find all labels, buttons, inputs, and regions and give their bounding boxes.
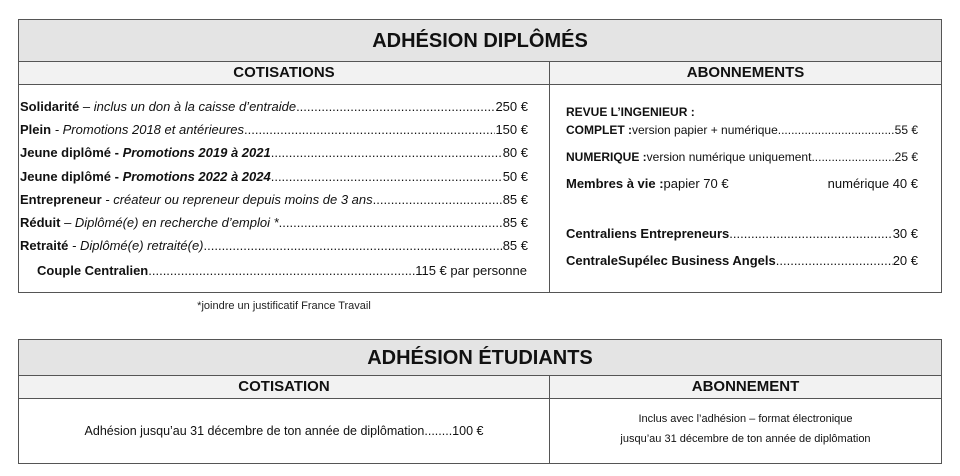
abo-complet-desc: version papier + numérique: [632, 123, 778, 137]
tarif-desc: – inclus un don à la caisse d’entraide: [79, 99, 297, 114]
leader-dots: [279, 215, 503, 231]
tarif-label: Plein: [20, 122, 52, 137]
tarif-desc: - Diplômé(e) retraité(e): [68, 238, 204, 253]
tarif-desc: – Diplômé(e) en recherche d’emploi *: [60, 215, 279, 230]
tarif-jeune-2022-2024: [20, 169, 528, 185]
tarif-label: Couple Centralien: [37, 263, 149, 278]
abo-numerique: [566, 149, 918, 165]
etudiants-table: [18, 339, 942, 464]
etudiants-abonnement-line1: Inclus avec l’adhésion – format électronique: [638, 413, 853, 425]
abo-angels-price: 20 €: [892, 253, 918, 268]
tarif-price: 85 €: [502, 192, 528, 207]
etudiants-header-row: [19, 376, 941, 399]
diplomes-title: ADHÉSION DIPLÔMÉS: [19, 20, 941, 62]
abo-complet-label: COMPLET :: [566, 123, 632, 137]
tarif-price: 80 €: [502, 145, 528, 160]
tarif-label: Solidarité: [20, 99, 80, 114]
tarif-solidarite: [20, 99, 528, 115]
leader-dots: [729, 226, 892, 242]
abo-membres-numerique: numérique 40 €: [827, 176, 918, 191]
tarif-retraite: [20, 238, 528, 254]
tarif-label: Entrepreneur: [20, 192, 102, 207]
abo-entrepreneurs-label: Centraliens Entrepreneurs: [566, 226, 730, 241]
abo-numerique-label: NUMERIQUE :: [566, 150, 647, 164]
abonnements-header: ABONNEMENTS: [686, 64, 805, 81]
tarif-desc: - Promotions 2018 et antérieures: [51, 122, 245, 137]
tarif-price: 250 €: [495, 99, 528, 114]
tarif-price: 50 €: [502, 169, 528, 184]
tarif-jeune-2019-2021: [20, 145, 528, 161]
tarif-price: 85 €: [502, 215, 528, 230]
leader-dots: [204, 238, 503, 254]
etudiants-abonnement-line2: jusqu’au 31 décembre de ton année de diplômation: [620, 433, 871, 445]
abo-numerique-desc: version numérique uniquement: [646, 150, 812, 164]
diplomes-header-row: [19, 62, 941, 85]
tarif-reduit: [20, 215, 528, 231]
abo-complet: [566, 122, 918, 138]
revue-title-line: [566, 104, 918, 120]
leader-dots: [778, 122, 895, 138]
tarif-price: 85 €: [502, 238, 528, 253]
footnote: *joindre un justificatif France Travail: [197, 300, 371, 312]
etudiants-title: ADHÉSION ÉTUDIANTS: [19, 340, 941, 376]
leader-dots: [296, 99, 495, 115]
tarif-label: Réduit: [20, 215, 61, 230]
abo-complet-price: 55 €: [894, 123, 918, 137]
tarif-couple: [37, 263, 527, 279]
cotisation-header: COTISATION: [19, 376, 550, 398]
tarif-desc: Promotions 2019 à 2021: [122, 145, 271, 160]
tarif-label: Jeune diplômé -: [20, 145, 123, 160]
leader-dots: [811, 149, 894, 165]
leader-dots: [271, 145, 503, 161]
etudiants-body-row: [19, 399, 941, 463]
abonnement-header: ABONNEMENT: [691, 378, 800, 395]
tarif-desc: Promotions 2022 à 2024: [122, 169, 271, 184]
leader-dots: [776, 253, 893, 269]
revue-title: REVUE L’INGENIEUR :: [566, 105, 695, 119]
tarif-label: Jeune diplômé -: [20, 169, 123, 184]
abo-membres-label: Membres à vie :: [566, 176, 664, 191]
abo-numerique-price: 25 €: [894, 150, 918, 164]
abo-membres: [566, 176, 918, 192]
tarif-price: 115 € par personne: [415, 263, 527, 278]
leader-dots: [373, 192, 503, 208]
abo-entrepreneurs: [566, 226, 918, 242]
etudiants-cotisation-text: Adhésion jusqu’au 31 décembre de ton année de diplômation........100 €: [19, 399, 550, 463]
abo-angels-label: CentraleSupélec Business Angels: [566, 253, 776, 268]
tarif-plein: [20, 122, 528, 138]
tarif-desc: - créateur ou repreneur depuis moins de 3 ans: [101, 192, 373, 207]
tarif-price: 150 €: [495, 122, 528, 137]
abo-entrepreneurs-price: 30 €: [892, 226, 918, 241]
cotisations-cell: [19, 85, 550, 293]
tarif-label: Retraité: [20, 238, 69, 253]
leader-dots: [244, 122, 495, 138]
tarif-entrepreneur: [20, 192, 528, 208]
leader-dots: [148, 263, 415, 279]
etudiants-abonnement-cell: [550, 399, 941, 463]
abo-membres-papier: papier 70 €: [663, 176, 729, 191]
cotisations-header: COTISATIONS: [19, 62, 550, 84]
abo-business-angels: [566, 253, 918, 269]
leader-dots: [271, 169, 503, 185]
